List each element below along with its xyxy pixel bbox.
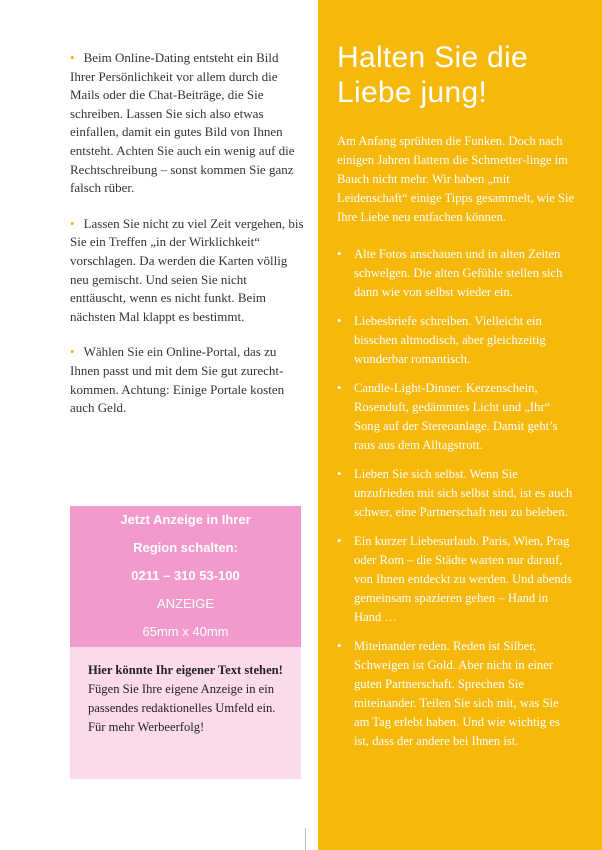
- bullet-icon: •: [70, 215, 75, 231]
- tips-list: [337, 245, 576, 751]
- bullet-icon: •: [70, 344, 75, 360]
- list-item: [337, 465, 576, 522]
- tip-text: Miteinander reden. Reden ist Silber, Schweigen ist Gold. Aber nicht in einer guten Partnerschaft. Sprechen Sie miteinander. Teilen Sie sich mit, was Sie am Tag erlebt haben. Und wie wichtig es ist, dass der andere bei Ihnen ist.: [354, 639, 560, 748]
- paragraph-text: Beim Online-Dating entsteht ein Bild Ihrer Persönlichkeit vor allem durch die Mails oder die Chat-Beiträge, die Sie schreiben. Lassen Sie sich also etwas einfallen, damit ein gutes Bild von Ihnen entsteht. Achten Sie auch ein wenig auf die Rechtschreibung – sonst kommen Sie ganz falsch rüber.: [70, 50, 295, 196]
- list-item: [337, 379, 576, 455]
- bullet-icon: •: [337, 314, 342, 328]
- left-column: [70, 49, 304, 435]
- bullet-icon: •: [337, 534, 342, 548]
- ad-phone-number[interactable]: 0211 – 310 53-100: [131, 568, 240, 583]
- paragraph-text: Lassen Sie nicht zu viel Zeit vergehen, bis Sie ein Treffen „in der Wirklichkeit“ vorschlagen. Da werden die Karten völlig neu gemischt. Und seien Sie nicht enttäuscht, wenn es nicht funkt. Beim nächsten Mal klappt es bestimmt.: [70, 215, 304, 324]
- list-item: [337, 637, 576, 751]
- bullet-icon: •: [70, 50, 75, 65]
- crop-mark: [305, 828, 306, 850]
- ad-body-headline: Hier könnte Ihr eigener Text stehen!: [88, 663, 283, 677]
- tip-text: Candle-Light-Dinner. Kerzenschein, Rosenduft, gedämmtes Licht und „Ihr“ Song auf der Stereoanlage. Damit geht’s raus aus dem Alltagstrott.: [354, 381, 558, 452]
- panel-heading: Halten Sie die Liebe jung!: [337, 41, 528, 109]
- list-item: [337, 312, 576, 369]
- bullet-icon: •: [337, 247, 342, 261]
- tip-text: Ein kurzer Liebesurlaub. Paris, Wien, Prag oder Rom – die Städte warten nur darauf, von Ihnen entdeckt zu werden. Und abends gemeinsam spazieren gehen – Hand in Hand …: [354, 534, 572, 624]
- ad-box-body: [70, 647, 301, 779]
- right-column-panel: [318, 0, 602, 850]
- list-item: [337, 532, 576, 627]
- ad-label: ANZEIGE: [156, 596, 215, 611]
- ad-headline-line2: Region schalten:: [133, 540, 238, 555]
- tip-text: Liebesbriefe schreiben. Vielleicht ein bisschen altmodisch, aber gleichzeitig wunderbar romantisch.: [354, 314, 546, 366]
- bullet-icon: •: [337, 467, 342, 481]
- ad-headline-line1: Jetzt Anzeige in Ihrer: [120, 512, 251, 527]
- paragraph-portal: [70, 343, 304, 417]
- paragraph-text: Wählen Sie ein Online-Portal, das zu Ihnen passt und mit dem Sie gut zurecht-kommen. Achtung: Einige Portale kosten auch Geld.: [70, 344, 285, 416]
- tip-text: Lieben Sie sich selbst. Wenn Sie unzufrieden mit sich selbst sind, ist es auch schwer, eine Partnerschaft neu zu beleben.: [354, 467, 573, 519]
- paragraph-meeting: [70, 215, 304, 327]
- ad-body-text: Fügen Sie Ihre eigene Anzeige in ein passendes redaktionelles Umfeld ein. Für mehr Werbeerfolg!: [88, 682, 276, 734]
- ad-size: 65mm x 40mm: [142, 624, 229, 639]
- ad-box-header[interactable]: [70, 506, 301, 647]
- bullet-icon: •: [337, 639, 342, 653]
- list-item: [337, 245, 576, 302]
- paragraph-online-dating-image: [70, 49, 304, 198]
- tip-text: Alte Fotos anschauen und in alten Zeiten schwelgen. Die alten Gefühle stellen sich dann wie von selbst wieder ein.: [354, 247, 563, 299]
- panel-intro: Am Anfang sprühten die Funken. Doch nach einigen Jahren flattern die Schmetter-linge im Bauch nicht mehr. Wir haben „mit Leidenschaft“ einige Tipps gesammelt, wie Sie Ihre Liebe neu entfachen können.: [337, 134, 575, 224]
- bullet-icon: •: [337, 381, 342, 395]
